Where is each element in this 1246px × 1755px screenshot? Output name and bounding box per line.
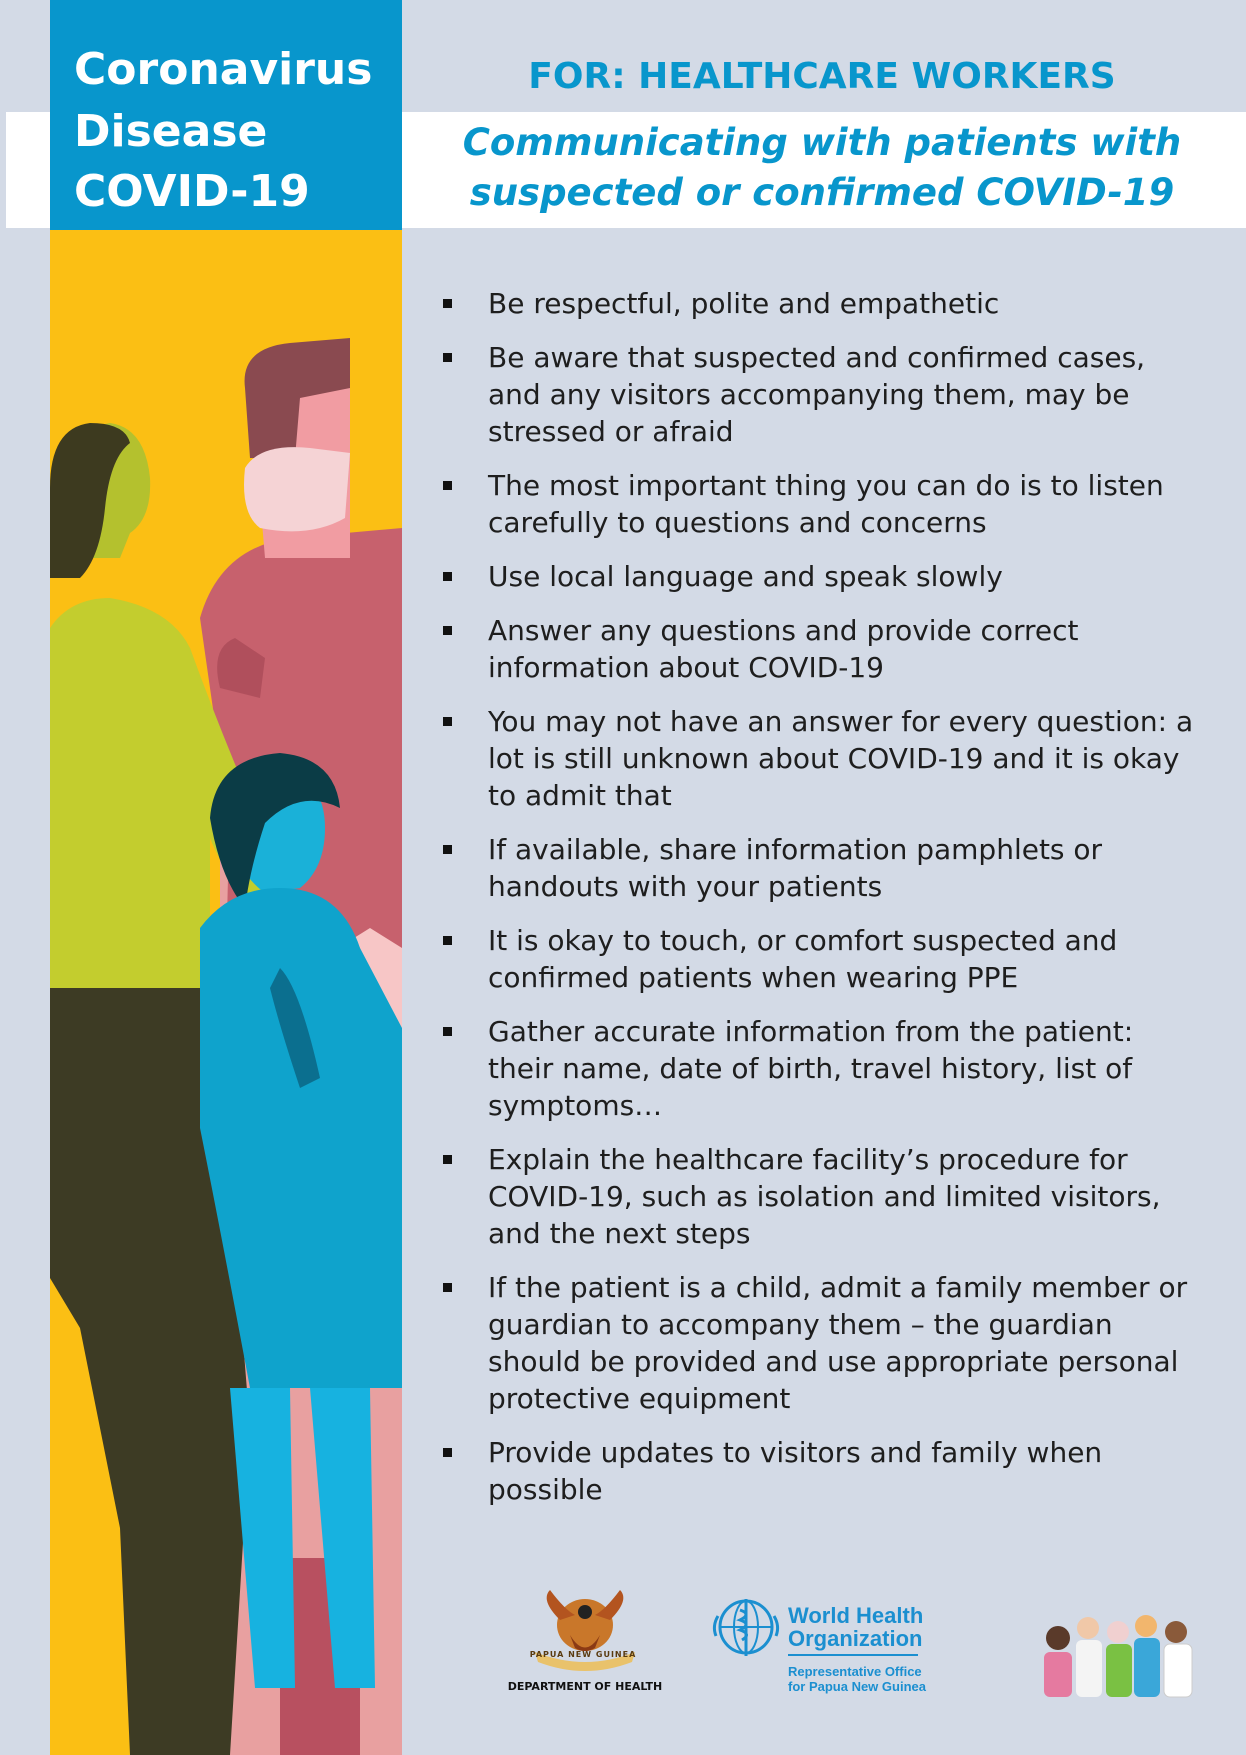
title-box <box>50 0 402 230</box>
list-item <box>436 703 1196 814</box>
department-of-health-label: DEPARTMENT OF HEALTH <box>507 1680 663 1693</box>
bullet-icon <box>443 572 452 581</box>
list-item <box>436 1269 1196 1417</box>
list-item <box>436 467 1196 541</box>
list-item <box>436 1013 1196 1124</box>
list-item <box>436 339 1196 450</box>
subtitle <box>402 118 1242 218</box>
health-workers-icon <box>1030 1610 1200 1705</box>
bullet-icon <box>443 1448 452 1457</box>
list-item-text: If the patient is a child, admit a family member or guardian to accompany them – the guardian should be provided and use appropriate personal protective equipment <box>488 1271 1188 1415</box>
title-line-2: Disease <box>74 106 268 157</box>
list-item-text: If available, share information pamphlets or handouts with your patients <box>488 833 1103 903</box>
who-divider <box>788 1654 918 1656</box>
title-line-1: Coronavirus <box>74 44 373 95</box>
who-emblem-logo <box>710 1596 782 1658</box>
bullet-icon <box>443 1027 452 1036</box>
who-office <box>788 1664 926 1694</box>
list-item-text: Explain the healthcare facility’s procedure for COVID-19, such as isolation and limited visitors, and the next steps <box>488 1143 1161 1250</box>
healthcare-workers-illustration <box>50 228 402 1755</box>
list-item <box>436 1434 1196 1508</box>
list-item-text: Use local language and speak slowly <box>488 560 1003 593</box>
list-item <box>436 831 1196 905</box>
bullet-icon <box>443 845 452 854</box>
who-name-line-1: World Health <box>788 1603 924 1628</box>
who-office-line-2: for Papua New Guinea <box>788 1679 926 1694</box>
list-item-text: Provide updates to visitors and family when possible <box>488 1436 1103 1506</box>
bullet-icon <box>443 481 452 490</box>
list-item <box>436 1141 1196 1252</box>
who-globe-icon <box>710 1596 782 1658</box>
audience-heading: FOR: HEALTHCARE WORKERS <box>528 56 1116 97</box>
bullet-icon <box>443 717 452 726</box>
list-item <box>436 285 1196 322</box>
subtitle-line-2: suspected or confirmed COVID-19 <box>469 171 1175 214</box>
list-item <box>436 922 1196 996</box>
who-office-line-1: Representative Office <box>788 1664 922 1679</box>
bullet-icon <box>443 1283 452 1292</box>
list-item-text: Be aware that suspected and confirmed cases, and any visitors accompanying them, may be stressed or afraid <box>488 341 1146 448</box>
guidance-list <box>436 285 1196 1525</box>
bullet-icon <box>443 936 452 945</box>
list-item-text: Gather accurate information from the patient: their name, date of birth, travel history, list of symptoms… <box>488 1015 1134 1122</box>
bullet-icon <box>443 626 452 635</box>
who-name-line-2: Organization <box>788 1626 923 1651</box>
bullet-icon <box>443 353 452 362</box>
list-item-text: The most important thing you can do is to listen carefully to questions and concerns <box>488 469 1164 539</box>
list-item <box>436 558 1196 595</box>
list-item-text: It is okay to touch, or comfort suspected and confirmed patients when wearing PPE <box>488 924 1118 994</box>
list-item-text: Answer any questions and provide correct information about COVID-19 <box>488 614 1079 684</box>
list-item-text: You may not have an answer for every question: a lot is still unknown about COVID-19 and it is okay to admit that <box>488 705 1194 812</box>
subtitle-line-1: Communicating with patients with <box>462 121 1182 164</box>
bullet-icon <box>443 299 452 308</box>
list-item-text: Be respectful, polite and empathetic <box>488 287 1000 320</box>
list-item <box>436 612 1196 686</box>
png-emblem-text: PAPUA NEW GUINEA <box>529 1650 637 1659</box>
bullet-icon <box>443 1155 452 1164</box>
health-workers-group-image <box>1030 1610 1200 1705</box>
illustration-panel <box>50 228 402 1755</box>
bird-of-paradise-icon <box>520 1590 650 1680</box>
png-emblem-logo <box>520 1590 650 1680</box>
title-line-3: COVID-19 <box>74 166 310 217</box>
who-name <box>788 1604 923 1650</box>
